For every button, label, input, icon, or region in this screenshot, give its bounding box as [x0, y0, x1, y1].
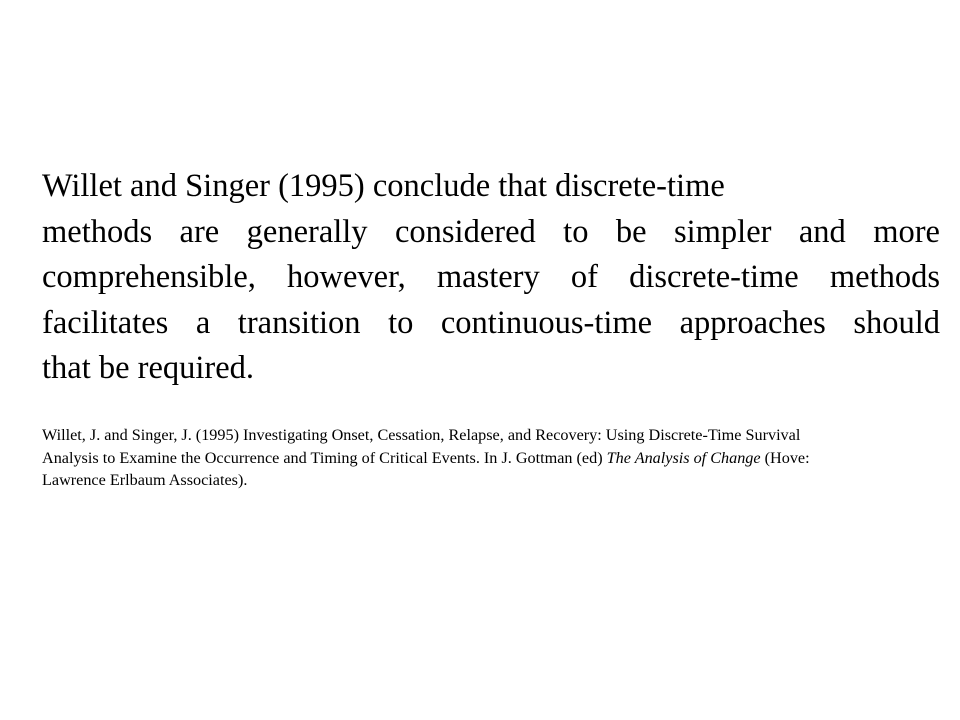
book-title: The Analysis of Change — [606, 448, 761, 467]
main-text-line-2: methods are generally considered to be simpler and more — [42, 213, 940, 250]
reference-citation — [42, 424, 942, 492]
main-text-line-4: facilitates a transition to continuous-time approaches should — [42, 304, 940, 341]
reference-line-2 — [42, 447, 942, 470]
reference-line-3: Lawrence Erlbaum Associates). — [42, 471, 248, 489]
reference-line-2-start: Analysis to Examine the Occurrence and Timing of Critical Events. In J. Gottman (ed) — [42, 448, 607, 467]
main-text-line-3: comprehensible, however, mastery of discrete-time methods — [42, 259, 940, 295]
reference-line-2-end: (Hove: — [760, 448, 810, 467]
main-paragraph — [42, 164, 940, 392]
main-text-line-5: that be required. — [42, 350, 255, 386]
reference-line-1: Willet, J. and Singer, J. (1995) Investigating Onset, Cessation, Relapse, and Recovery: Using Discrete-Time Survival — [42, 426, 801, 444]
main-text-line-1: Willet and Singer (1995) conclude that discrete-time — [42, 168, 725, 204]
